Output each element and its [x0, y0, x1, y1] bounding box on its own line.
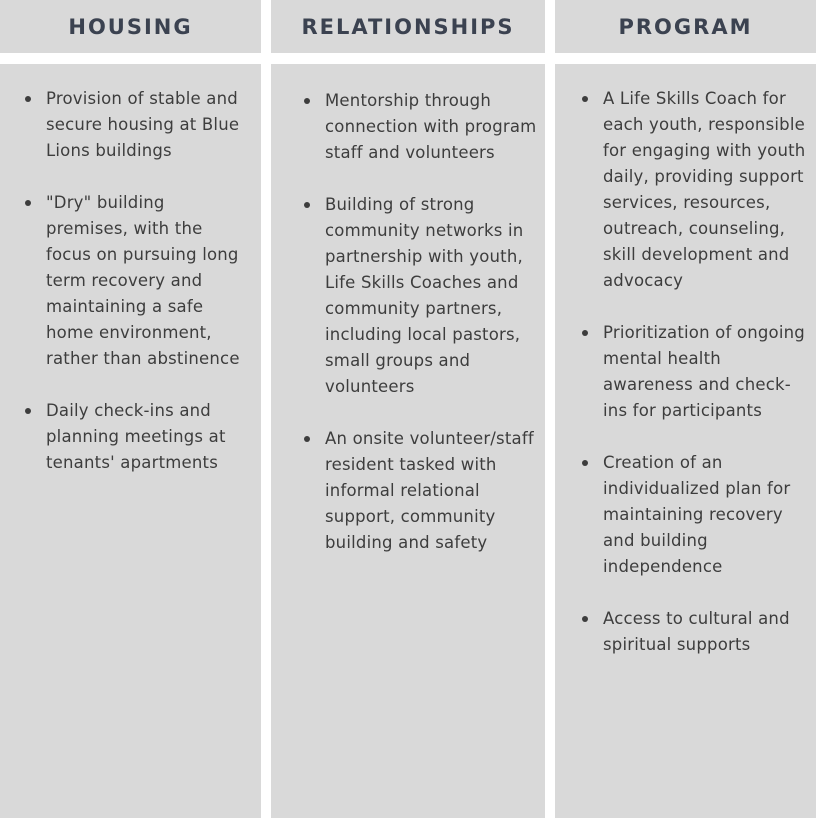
list-item: Creation of an individualized plan for maintaining recovery and building independence	[603, 450, 811, 580]
bullet-icon	[304, 98, 310, 104]
bullet-icon	[304, 202, 310, 208]
list-item: Access to cultural and spiritual supports	[603, 606, 811, 658]
bullet-icon	[582, 96, 588, 102]
program-list	[603, 86, 811, 684]
list-item: Provision of stable and secure housing at Blue Lions buildings	[46, 86, 246, 164]
housing-title: HOUSING	[68, 14, 193, 39]
bullet-icon	[25, 408, 31, 414]
bullet-icon	[582, 330, 588, 336]
relationships-header	[271, 0, 545, 53]
housing-header	[0, 0, 261, 53]
relationships-body	[271, 64, 545, 818]
list-item: An onsite volunteer/staff resident tasked with informal relational support, community building and safety	[325, 426, 539, 556]
program-body	[555, 64, 816, 818]
bullet-icon	[25, 96, 31, 102]
program-header	[555, 0, 816, 53]
relationships-list	[325, 88, 539, 582]
list-item: "Dry" building premises, with the focus on pursuing long term recovery and maintaining a safe home environment, rather than abstinence	[46, 190, 246, 372]
housing-list	[46, 86, 246, 502]
housing-body	[0, 64, 261, 818]
list-item: Daily check-ins and planning meetings at tenants' apartments	[46, 398, 246, 476]
list-item: Prioritization of ongoing mental health awareness and check-ins for participants	[603, 320, 811, 424]
program-title: PROGRAM	[618, 14, 753, 39]
list-item: A Life Skills Coach for each youth, responsible for engaging with youth daily, providing support services, resources, outreach, counseling, skill development and advocacy	[603, 86, 811, 294]
bullet-icon	[25, 200, 31, 206]
bullet-icon	[582, 460, 588, 466]
bullet-icon	[582, 616, 588, 622]
list-item: Mentorship through connection with program staff and volunteers	[325, 88, 539, 166]
list-item: Building of strong community networks in partnership with youth, Life Skills Coaches and community partners, including local pastors, small groups and volunteers	[325, 192, 539, 400]
bullet-icon	[304, 436, 310, 442]
relationships-title: RELATIONSHIPS	[301, 14, 515, 39]
